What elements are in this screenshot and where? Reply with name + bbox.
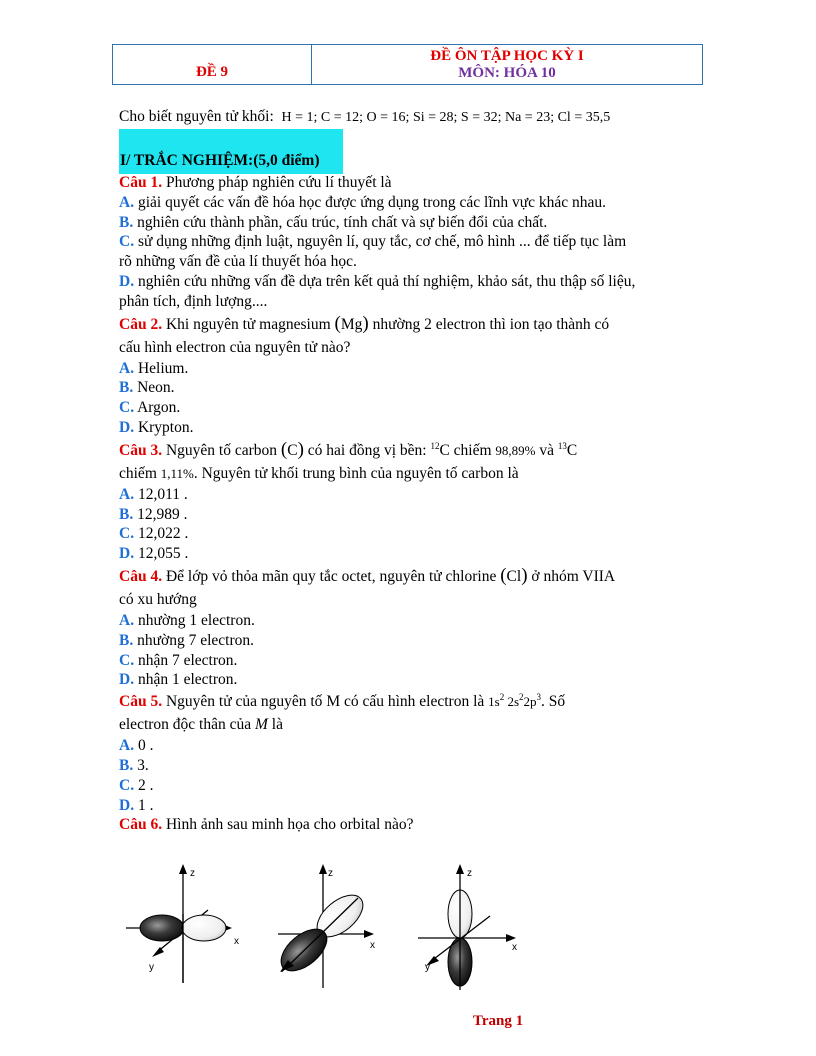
question-number: Câu 5. bbox=[119, 693, 163, 711]
orbital-px-diagram bbox=[126, 864, 239, 983]
question-5 bbox=[119, 690, 709, 713]
electron-config bbox=[488, 694, 541, 709]
option-text: Krypton. bbox=[134, 418, 194, 436]
config-2s: 2s bbox=[507, 694, 520, 710]
question-number: Câu 2. bbox=[119, 315, 163, 333]
question-4-cont: có xu hướng bbox=[119, 590, 197, 608]
question-5-cont bbox=[119, 713, 709, 736]
option-text: Argon. bbox=[134, 399, 181, 417]
question-text: chiếm bbox=[449, 441, 496, 459]
option-text: 12,055 . bbox=[134, 545, 189, 563]
axis-label-x: x bbox=[512, 942, 517, 953]
axis-label-z: z bbox=[190, 868, 195, 879]
orbital-lobe bbox=[140, 915, 184, 941]
section-heading bbox=[119, 129, 343, 174]
option-d-cont: phân tích, định lượng.... bbox=[119, 292, 268, 310]
question-text: Để lớp vỏ thỏa mãn quy tắc octet, nguyên tử chlorine bbox=[162, 567, 501, 585]
question-3-cont bbox=[119, 462, 709, 485]
formula-mg: Mg bbox=[340, 315, 363, 333]
isotope-symbol: C bbox=[566, 441, 578, 459]
option-letter: C. bbox=[119, 233, 135, 251]
axis-label-z: z bbox=[467, 868, 472, 879]
option-letter: D. bbox=[119, 671, 135, 689]
option-c bbox=[119, 232, 709, 252]
formula-cl: Cl bbox=[506, 567, 522, 585]
option-text: nhận 7 electron. bbox=[134, 651, 238, 669]
option-text: 1 . bbox=[134, 796, 154, 814]
option-letter: A. bbox=[119, 359, 135, 377]
option-a bbox=[119, 193, 709, 213]
orbital-pz-diagram bbox=[418, 864, 517, 990]
option-letter: C. bbox=[119, 651, 135, 669]
axis-label-y: y bbox=[425, 962, 430, 973]
option-b bbox=[119, 631, 709, 651]
question-1 bbox=[119, 173, 709, 193]
option-b bbox=[119, 213, 709, 233]
element-m: M bbox=[255, 716, 268, 734]
orbital-py-diagram bbox=[274, 864, 375, 988]
header-title-cell bbox=[312, 45, 702, 84]
orbital-lobe bbox=[182, 915, 226, 941]
option-text: giải quyết các vấn đề hóa học được ứng dụng trong các lĩnh vực khác nhau. bbox=[134, 193, 607, 211]
option-letter: C. bbox=[119, 525, 135, 543]
option-letter: A. bbox=[119, 193, 135, 211]
config-1s: 1s bbox=[488, 694, 500, 710]
option-a bbox=[119, 485, 709, 505]
question-text: . Số bbox=[541, 693, 566, 711]
option-text: 0 . bbox=[134, 737, 154, 755]
option-letter: D. bbox=[119, 545, 135, 563]
page-word: Trang bbox=[472, 1013, 512, 1029]
questions bbox=[119, 173, 709, 835]
isotope-mass: 12 bbox=[430, 440, 440, 451]
option-letter: A. bbox=[119, 611, 135, 629]
question-text: chiếm bbox=[119, 464, 161, 482]
option-c bbox=[119, 398, 709, 418]
question-text: và bbox=[535, 441, 558, 459]
page-footer bbox=[0, 1013, 816, 1030]
option-text: nhường 7 electron. bbox=[133, 631, 254, 649]
question-2: Câu 2. Khi nguyên tử magnesium (Mg) nhường 2 electron thì ion tạo thành có bbox=[119, 312, 610, 334]
axis-label-z: z bbox=[328, 868, 333, 879]
element-m: M bbox=[326, 693, 341, 711]
config-exp: 2 bbox=[519, 692, 524, 703]
isotope-mass: 13 bbox=[557, 440, 567, 451]
question-number: Câu 1. bbox=[119, 174, 163, 191]
option-letter: D. bbox=[119, 418, 135, 436]
option-text: Helium. bbox=[134, 359, 189, 377]
option-c bbox=[119, 651, 709, 671]
question-6 bbox=[119, 815, 709, 835]
exam-code: ĐỀ 9 bbox=[195, 64, 229, 80]
question-text: ở nhóm VIIA bbox=[527, 567, 616, 585]
option-text: Neon. bbox=[133, 379, 175, 397]
question-4: Câu 4. Để lớp vỏ thỏa mãn quy tắc octet, nguyên tử chlorine (Cl) ở nhóm VIIA bbox=[119, 564, 616, 586]
config-2p: 2p bbox=[523, 694, 537, 710]
header-code-cell bbox=[113, 45, 312, 84]
question-3: Câu 3. Nguyên tố carbon (C) có hai đồng vị bền: $^{12}$C chiếm 98,89% và $^{13}$C bbox=[119, 438, 578, 460]
option-c-cont: rõ những vấn đề của lí thuyết hóa học. bbox=[119, 253, 357, 271]
question-text: có hai đồng vị bền: bbox=[303, 441, 431, 459]
question-text: là bbox=[267, 716, 283, 734]
option-letter: B. bbox=[119, 505, 134, 523]
question-number: Câu 3. bbox=[119, 441, 163, 459]
question-number: Câu 6. bbox=[119, 816, 163, 834]
option-text: sử dụng những định luật, nguyên lí, quy tắc, cơ chế, mô hình ... để tiếp tục làm bbox=[134, 233, 627, 251]
option-letter: A. bbox=[119, 737, 135, 755]
atomic-masses bbox=[119, 108, 610, 126]
option-d bbox=[119, 544, 709, 564]
option-text: nhận 1 electron. bbox=[134, 671, 238, 689]
option-text: 12,022 . bbox=[134, 525, 189, 543]
question-text: Nguyên tử của nguyên tố bbox=[162, 693, 327, 711]
option-letter: D. bbox=[119, 796, 135, 814]
option-letter: D. bbox=[119, 272, 135, 290]
isotope-percent: 98,89% bbox=[495, 442, 536, 458]
option-text: nhường 1 electron. bbox=[134, 611, 255, 629]
question-text: Khi nguyên tử magnesium bbox=[162, 315, 335, 333]
config-exp: 2 bbox=[499, 692, 505, 703]
exam-subject: MÔN: HÓA 10 bbox=[458, 65, 556, 81]
exam-title: ĐỀ ÔN TẬP HỌC KỲ I bbox=[430, 48, 584, 64]
axis-label-x: x bbox=[370, 940, 375, 951]
config-exp: 3 bbox=[536, 692, 542, 703]
option-d bbox=[119, 272, 709, 292]
option-text: 3. bbox=[133, 756, 149, 774]
formula-c: C bbox=[287, 441, 298, 459]
option-letter: B. bbox=[119, 756, 134, 774]
option-text: 12,011 . bbox=[134, 485, 188, 503]
option-text: 12,989 . bbox=[133, 505, 188, 523]
option-a bbox=[119, 611, 709, 631]
option-text: nghiên cứu những vấn đề dựa trên kết quả thí nghiệm, khảo sát, thu thập số liệu, bbox=[134, 272, 636, 290]
option-d bbox=[119, 418, 709, 438]
option-a bbox=[119, 359, 709, 379]
question-text: Nguyên tố carbon bbox=[162, 441, 281, 459]
section-title: I/ TRẮC NGHIỆM:(5,0 điểm) bbox=[120, 152, 320, 169]
option-b bbox=[119, 505, 709, 525]
option-d bbox=[119, 796, 709, 816]
header-table bbox=[112, 44, 703, 85]
atomic-masses-values: H = 1; C = 12; O = 16; Si = 28; S = 32; Na = 23; Cl = 35,5 bbox=[281, 110, 611, 125]
option-text: nghiên cứu thành phần, cấu trúc, tính chất và sự biến đổi của chất. bbox=[133, 213, 548, 231]
option-letter: B. bbox=[119, 213, 134, 231]
option-d bbox=[119, 670, 709, 690]
axis-label-y: y bbox=[149, 962, 154, 973]
option-letter: C. bbox=[119, 399, 135, 417]
option-letter: B. bbox=[119, 631, 134, 649]
question-text: nhường 2 electron thì ion tạo thành có bbox=[368, 315, 610, 333]
option-c bbox=[119, 524, 709, 544]
question-text: Phương pháp nghiên cứu lí thuyết là bbox=[162, 174, 392, 191]
option-letter: C. bbox=[119, 776, 135, 794]
isotope-percent: 1,11% bbox=[160, 465, 194, 481]
isotope-symbol: C bbox=[439, 441, 450, 459]
question-2-cont: cấu hình electron của nguyên tử nào? bbox=[119, 338, 351, 356]
option-letter: B. bbox=[119, 379, 134, 397]
axis-label-x: x bbox=[234, 936, 239, 947]
option-a bbox=[119, 736, 709, 756]
option-c bbox=[119, 776, 709, 796]
question-text: electron độc thân của bbox=[119, 716, 255, 734]
option-b bbox=[119, 756, 709, 776]
orbital-figure bbox=[118, 858, 538, 998]
page-number: 1 bbox=[515, 1013, 524, 1029]
question-text: . Nguyên tử khối trung bình của nguyên tố carbon là bbox=[193, 464, 519, 482]
option-b bbox=[119, 378, 709, 398]
option-letter: A. bbox=[119, 485, 135, 503]
question-number: Câu 4. bbox=[119, 567, 163, 585]
option-text: 2 . bbox=[134, 776, 154, 794]
axis-label-y: y bbox=[281, 962, 286, 973]
question-text: có cấu hình electron là bbox=[340, 693, 489, 711]
question-text: Hình ảnh sau minh họa cho orbital nào? bbox=[162, 816, 414, 834]
atomic-masses-label: Cho biết nguyên tử khối: bbox=[119, 108, 274, 125]
